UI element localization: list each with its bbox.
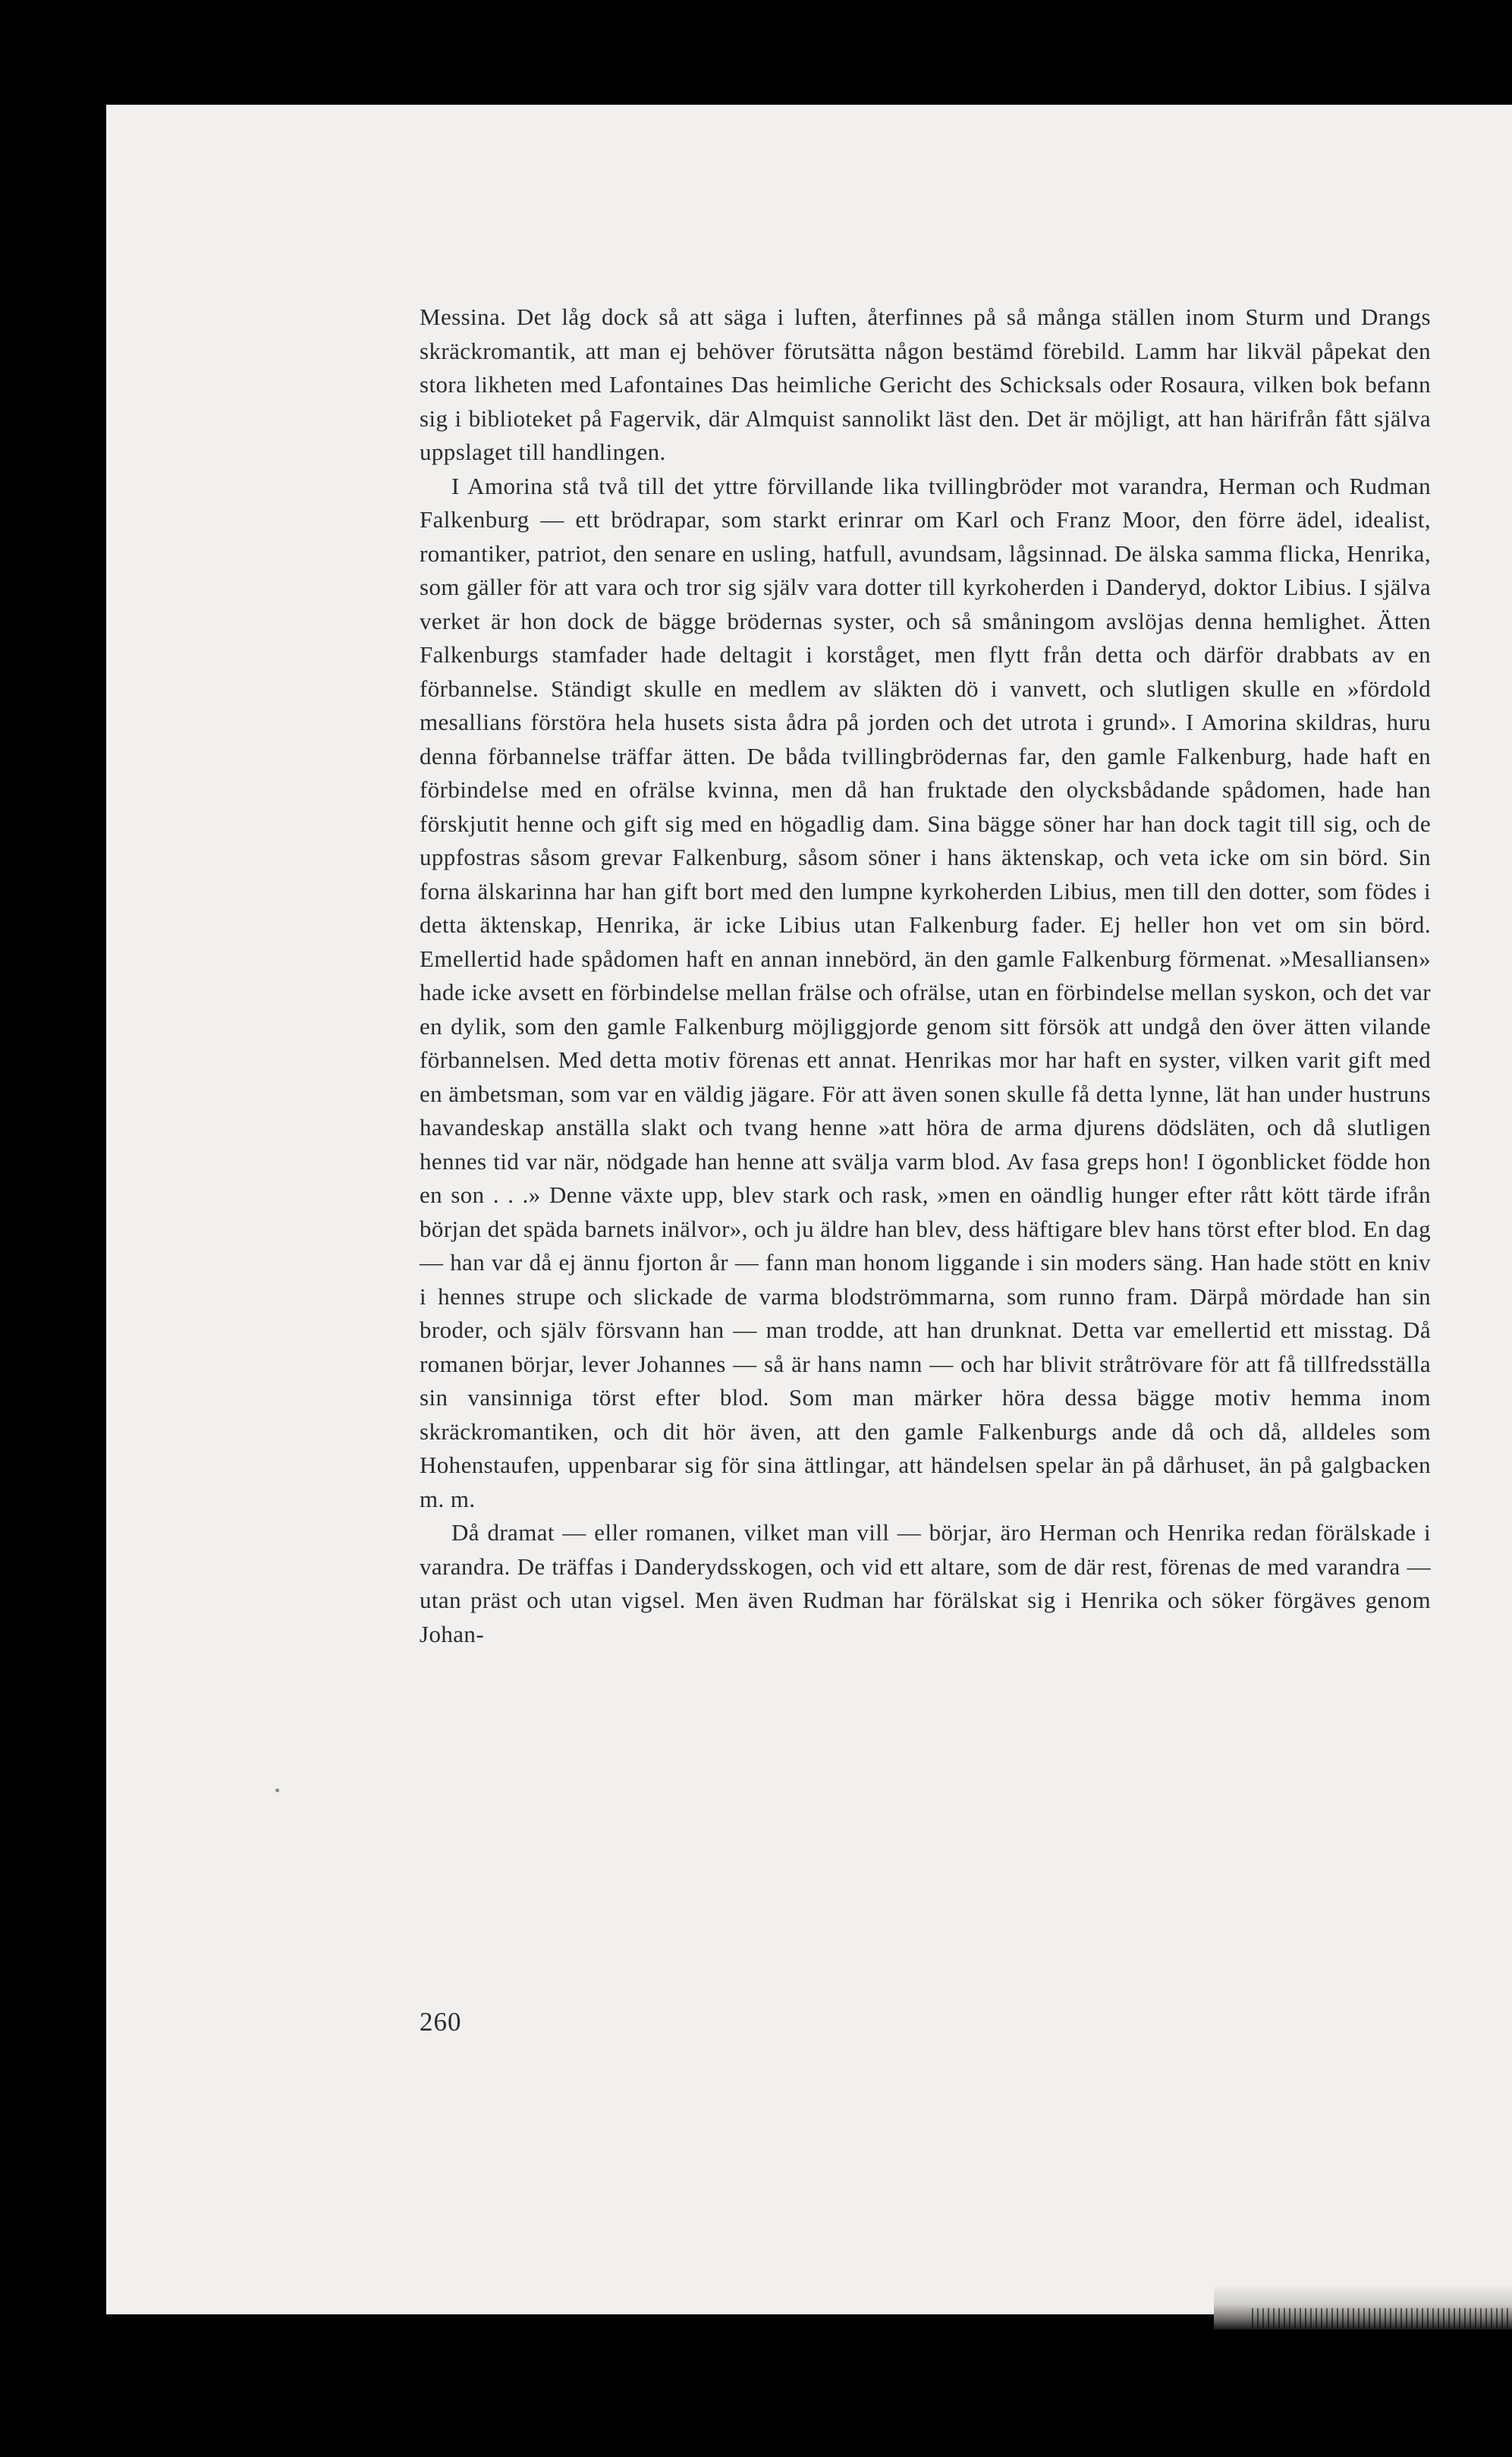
page-stack-edges bbox=[1252, 2308, 1512, 2328]
page-number: 260 bbox=[420, 2007, 462, 2037]
paragraph-3: Då dramat — eller romanen, vilket man vill — börjar, äro Herman och Henrika redan förälskade i varandra. De träffas i Danderydsskogen, och vid ett altare, som de där rest, förenas de med varandra — utan präst och utan vigsel. Men även Rudman har förälskat sig i Henrika och söker förgäves genom Johan- bbox=[420, 1519, 1431, 1647]
body-text bbox=[420, 300, 1431, 1651]
paper-speck bbox=[275, 1788, 279, 1792]
paragraph-1: Messina. Det låg dock så att säga i luften, återfinnes på så många ställen inom Sturm und Drangs skräckromantik, att man ej behöver förutsätta någon bestämd förebild. Lamm har likväl påpekat den stora likheten med Lafontaines Das heimliche Gericht des Schicksals oder Rosaura, vilken bok befann sig i biblioteket på Fagervik, där Almquist sannolikt läst den. Det är möjligt, att han härifrån fått själva uppslaget till handlingen. bbox=[420, 304, 1431, 465]
paragraph-2: I Amorina stå två till det yttre förvillande lika tvillingbröder mot varandra, Herman och Rudman Falkenburg — ett brödrapar, som starkt erinrar om Karl och Franz Moor, den förre ädel, idealist, romantiker, patriot, den senare en usling, hatfull, avundsam, lågsinnad. De älska samma flicka, Henrika, som gäller för att vara och tror sig själv vara dotter till kyrkoherden i Danderyd, doktor Libius. I själva verket är hon dock de bägge brödernas syster, och så småningom avslöjas denna hemlighet. Ätten Falkenburgs stamfader hade deltagit i korståget, men flytt från detta och därför drabbats av en förbannelse. Ständigt skulle en medlem av släkten dö i vanvett, och slutligen skulle en »fördold mesallians förstöra hela husets sista ådra på jorden och det utrota i grund». I Amorina skildras, huru denna förbannelse träffar ätten. De båda tvillingbrödernas far, den gamle Falkenburg, hade haft en förbindelse med en ofrälse kvinna, men då han fruktade den olycksbådande spådomen, hade han förskjutit henne och gift sig med en högadlig dam. Sina bägge söner har han dock tagit till sig, och de uppfostras såsom grevar Falkenburg, såsom söner i hans äktenskap, och veta icke om sin börd. Sin forna älskarinna har han gift bort med den lumpne kyrkoherden Libius, men till den dotter, som födes i detta äktenskap, Henrika, är icke Libius utan Falkenburg fader. Ej heller hon vet om sin börd. Emellertid hade spådomen haft en annan innebörd, än den gamle Falkenburg förmenat. »Mesalliansen» hade icke avsett en förbindelse mellan frälse och ofrälse, utan en förbindelse mellan syskon, och det var en dylik, som den gamle Falkenburg möjliggjorde genom sitt försök att undgå den över ätten vilande förbannelsen. Med detta motiv förenas ett annat. Henrikas mor har haft en syster, vilken varit gift med en ämbetsman, som var en väldig jägare. För att även sonen skulle få detta lynne, lät han under hustruns havandeskap anställa slakt och tvang henne »att höra de arma djurens dödsläten, och då slutligen hennes tid var när, nödgade han henne att svälja varm blod. Av fasa greps hon! I ögonblicket födde hon en son . . .» Denne växte upp, blev stark och rask, »men en oändlig hunger efter rått kött tärde ifrån början det späda barnets inälvor», och ju äldre han blev, dess häftigare blev hans törst efter blod. En dag — han var då ej ännu fjorton år — fann man honom liggande i sin moders säng. Han hade stött en kniv i hennes strupe och slickade de varma blodströmmarna, som runno fram. Därpå mördade han sin broder, och själv försvann han — man trodde, att han drunknat. Detta var emellertid ett misstag. Då romanen börjar, lever Johannes — så är hans namn — och har blivit stråtrövare för att få tillfredsställa sin vansinniga törst efter blod. Som man märker höra dessa bägge motiv hemma inom skräckromantiken, och dit hör även, att den gamle Falkenburgs ande då och då, alldeles som Hohenstaufen, uppenbarar sig för sina ättlingar, att händelsen spelar än på dårhuset, än på galgbacken m. m. bbox=[420, 472, 1431, 1512]
